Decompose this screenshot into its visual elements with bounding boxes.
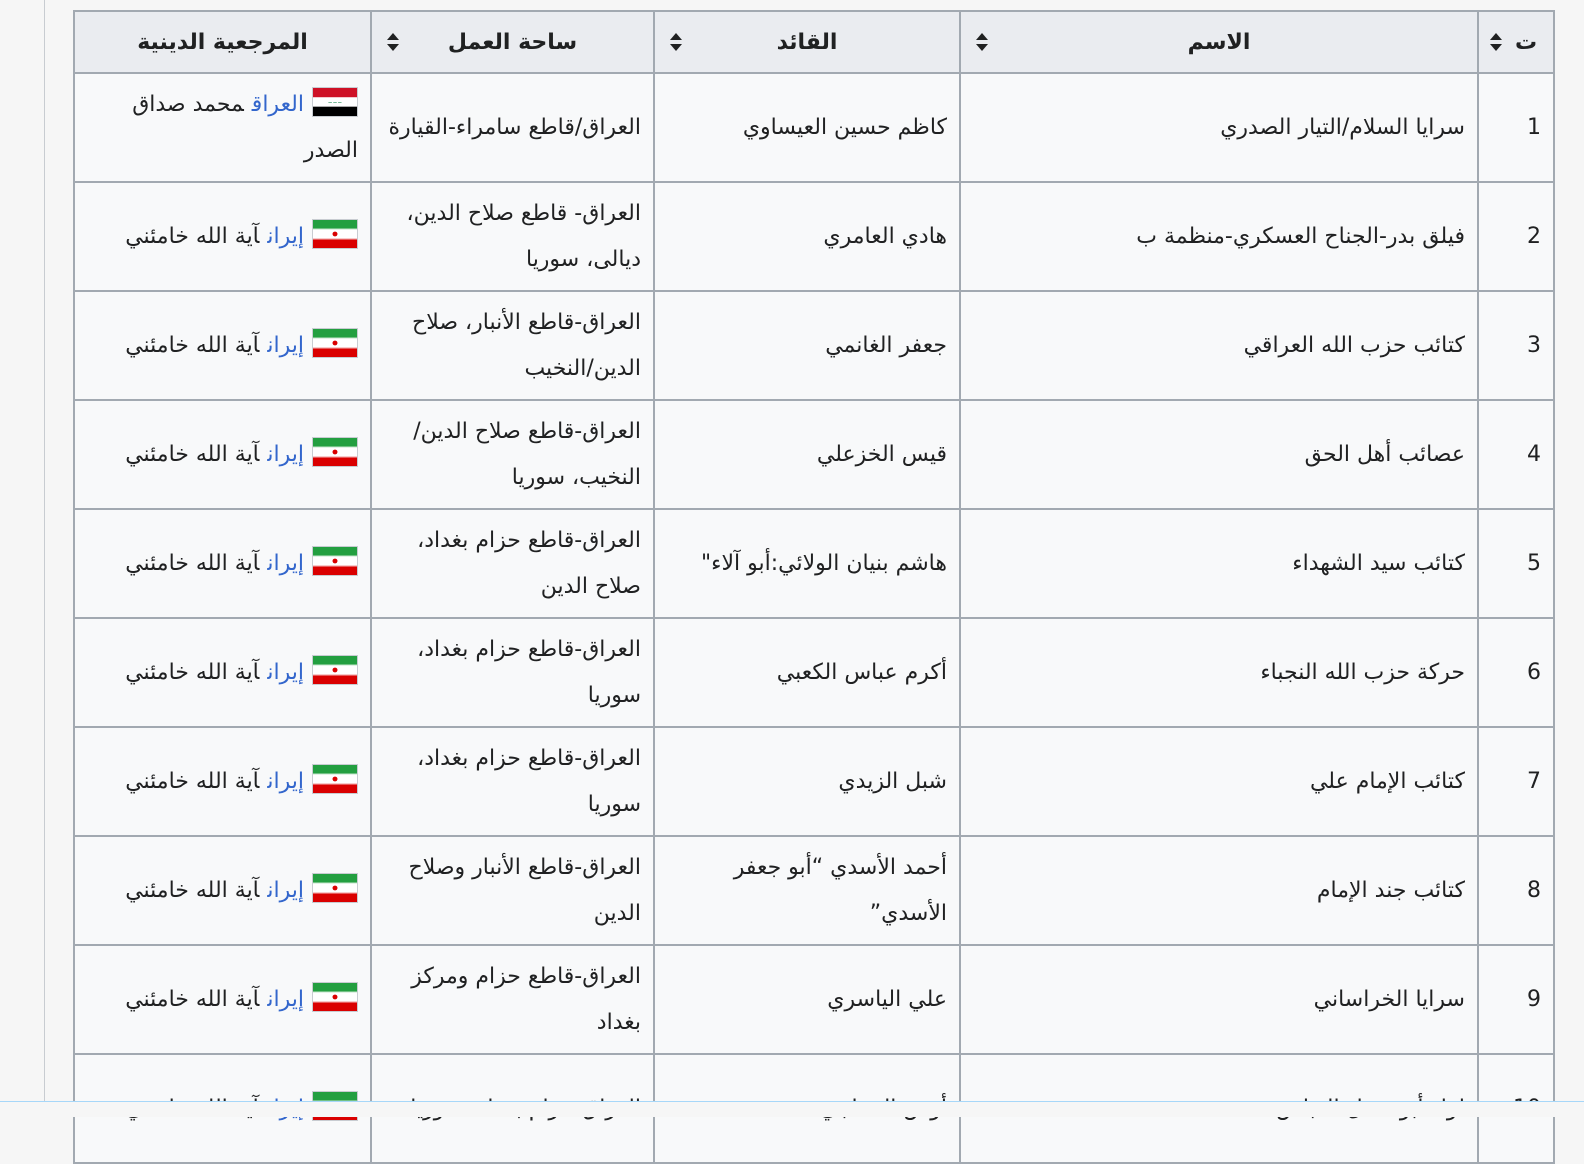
page-bottom-edge <box>0 1101 1584 1117</box>
operation-area: العراق-قاطع الأنبار، صلاح الدين/النخيب <box>412 309 641 381</box>
operation-area: العراق-قاطع حزام بغداد، سوريا <box>417 636 641 708</box>
group-name: عصائب أهل الحق <box>1304 441 1465 467</box>
table-body <box>74 73 1554 1163</box>
row-authority-cell <box>74 727 371 836</box>
row-number <box>1478 836 1554 945</box>
leader-name: قيس الخزعلي <box>816 441 947 467</box>
country-link[interactable]: إيران <box>267 986 304 1012</box>
group-name: سرايا الخراساني <box>1313 986 1465 1012</box>
row-number-text: 9 <box>1527 986 1541 1012</box>
country-link[interactable]: إيران <box>267 659 304 685</box>
table-row <box>74 73 1554 182</box>
row-number <box>1478 400 1554 509</box>
header-name-label: الاسم <box>1187 29 1251 55</box>
operation-area: العراق-قاطع حزام بغداد، سوريا <box>417 745 641 817</box>
table-row <box>74 291 1554 400</box>
row-number-text: 6 <box>1527 659 1541 685</box>
leader-name: علي الياسري <box>827 986 947 1012</box>
religious-authority: آية الله خامئني <box>125 550 260 576</box>
row-area-cell <box>371 945 654 1054</box>
row-authority-cell <box>74 945 371 1054</box>
row-authority-cell <box>74 618 371 727</box>
header-area[interactable] <box>371 11 654 73</box>
row-authority-cell <box>74 400 371 509</box>
iran-flag-icon <box>312 873 358 903</box>
row-name-cell <box>960 509 1478 618</box>
row-area-cell <box>371 400 654 509</box>
row-number-text: 4 <box>1527 441 1541 467</box>
row-number <box>1478 291 1554 400</box>
svg-text:~~~: ~~~ <box>327 99 343 106</box>
row-area-cell <box>371 509 654 618</box>
table-header-row <box>74 11 1554 73</box>
group-name: كتائب جند الإمام <box>1316 877 1465 903</box>
header-authority <box>74 11 371 73</box>
country-link[interactable]: إيران <box>267 223 304 249</box>
row-name-cell <box>960 618 1478 727</box>
row-number-text: 2 <box>1527 223 1541 249</box>
table-row <box>74 618 1554 727</box>
country-link[interactable]: إيران <box>267 877 304 903</box>
sort-arrows-icon[interactable] <box>1489 31 1503 53</box>
row-name-cell <box>960 945 1478 1054</box>
leader-name: هاشم بنيان الولائي:أبو آلاء" <box>701 550 947 576</box>
leader-name: كاظم حسين العيساوي <box>742 114 947 140</box>
row-leader-cell <box>654 836 960 945</box>
country-link[interactable]: إيران <box>267 768 304 794</box>
row-area-cell <box>371 73 654 182</box>
row-leader-cell <box>654 400 960 509</box>
iran-flag-icon <box>312 655 358 685</box>
iran-flag-icon <box>312 219 358 249</box>
religious-authority: آية الله خامئني <box>125 768 260 794</box>
row-number <box>1478 182 1554 291</box>
row-authority-cell <box>74 182 371 291</box>
row-number <box>1478 618 1554 727</box>
row-leader-cell <box>654 945 960 1054</box>
iran-flag-icon <box>312 328 358 358</box>
row-name-cell <box>960 836 1478 945</box>
row-authority-cell <box>74 73 371 182</box>
religious-authority: آية الله خامئني <box>125 223 260 249</box>
religious-authority: آية الله خامئني <box>125 877 260 903</box>
operation-area: العراق-قاطع حزام ومركز بغداد <box>411 963 641 1035</box>
header-leader-label: القائد <box>776 29 838 55</box>
row-leader-cell <box>654 509 960 618</box>
leader-name: شبل الزيدي <box>838 768 947 794</box>
row-number-text: 5 <box>1527 550 1541 576</box>
header-name[interactable] <box>960 11 1478 73</box>
operation-area: العراق- قاطع صلاح الدين، ديالى، سوريا <box>406 200 641 272</box>
sort-arrows-icon[interactable] <box>669 31 683 53</box>
row-number-text: 8 <box>1527 877 1541 903</box>
iran-flag-icon <box>312 982 358 1012</box>
religious-authority: محمد صداق الصدر <box>132 91 358 163</box>
row-area-cell <box>371 727 654 836</box>
row-leader-cell <box>654 182 960 291</box>
row-number-text: 1 <box>1527 114 1541 140</box>
religious-authority: آية الله خامئني <box>125 986 260 1012</box>
header-leader[interactable] <box>654 11 960 73</box>
country-link[interactable]: إيران <box>267 550 304 576</box>
group-name: سرايا السلام/التيار الصدري <box>1220 114 1465 140</box>
row-authority-cell <box>74 291 371 400</box>
country-link[interactable]: العراق <box>251 91 304 117</box>
iran-flag-icon <box>312 546 358 576</box>
header-authority-label: المرجعية الدينية <box>137 29 308 55</box>
table-row <box>74 400 1554 509</box>
row-area-cell <box>371 291 654 400</box>
header-num[interactable] <box>1478 11 1554 73</box>
operation-area: العراق-قاطع الأنبار وصلاح الدين <box>408 854 641 926</box>
militia-table <box>73 10 1555 1164</box>
row-leader-cell <box>654 291 960 400</box>
row-name-cell <box>960 182 1478 291</box>
row-number <box>1478 727 1554 836</box>
row-authority-cell <box>74 509 371 618</box>
group-name: كتائب حزب الله العراقي <box>1243 332 1465 358</box>
table-row <box>74 182 1554 291</box>
table-row <box>74 945 1554 1054</box>
row-area-cell <box>371 836 654 945</box>
row-number <box>1478 73 1554 182</box>
row-name-cell <box>960 73 1478 182</box>
row-area-cell <box>371 618 654 727</box>
row-number-text: 7 <box>1527 768 1541 794</box>
sort-arrows-icon[interactable] <box>386 31 400 53</box>
row-name-cell <box>960 400 1478 509</box>
leader-name: أحمد الأسدي “أبو جعفر الأسدي” <box>733 854 947 926</box>
row-number <box>1478 509 1554 618</box>
iran-flag-icon <box>312 437 358 467</box>
table-container <box>75 10 1555 1164</box>
table-row <box>74 836 1554 945</box>
header-area-label: ساحة العمل <box>447 29 578 55</box>
leader-name: أكرم عباس الكعبي <box>776 659 947 685</box>
operation-area: العراق/قاطع سامراء-القيارة <box>388 114 641 140</box>
group-name: فيلق بدر-الجناح العسكري-منظمة ب <box>1136 223 1465 249</box>
leader-name: هادي العامري <box>823 223 947 249</box>
sort-arrows-icon[interactable] <box>975 31 989 53</box>
row-leader-cell <box>654 73 960 182</box>
group-name: حركة حزب الله النجباء <box>1260 659 1465 685</box>
religious-authority: آية الله خامئني <box>125 659 260 685</box>
group-name: كتائب الإمام علي <box>1309 768 1465 794</box>
row-leader-cell <box>654 618 960 727</box>
operation-area: العراق-قاطع صلاح الدين/النخيب، سوريا <box>413 418 641 490</box>
table-row <box>74 509 1554 618</box>
row-authority-cell <box>74 836 371 945</box>
page-left-border <box>44 0 45 1116</box>
row-name-cell <box>960 291 1478 400</box>
country-link[interactable]: إيران <box>267 441 304 467</box>
row-name-cell <box>960 727 1478 836</box>
operation-area: العراق-قاطع حزام بغداد، صلاح الدين <box>417 527 641 599</box>
row-number-text: 3 <box>1527 332 1541 358</box>
religious-authority: آية الله خامئني <box>125 441 260 467</box>
row-leader-cell <box>654 727 960 836</box>
iran-flag-icon <box>312 764 358 794</box>
row-area-cell <box>371 182 654 291</box>
row-number <box>1478 945 1554 1054</box>
religious-authority: آية الله خامئني <box>125 332 260 358</box>
header-num-label: ت <box>1514 29 1538 55</box>
leader-name: جعفر الغانمي <box>825 332 947 358</box>
table-row <box>74 727 1554 836</box>
group-name: كتائب سيد الشهداء <box>1292 550 1465 576</box>
country-link[interactable]: إيران <box>267 332 304 358</box>
iraq-flag-icon <box>312 87 358 117</box>
